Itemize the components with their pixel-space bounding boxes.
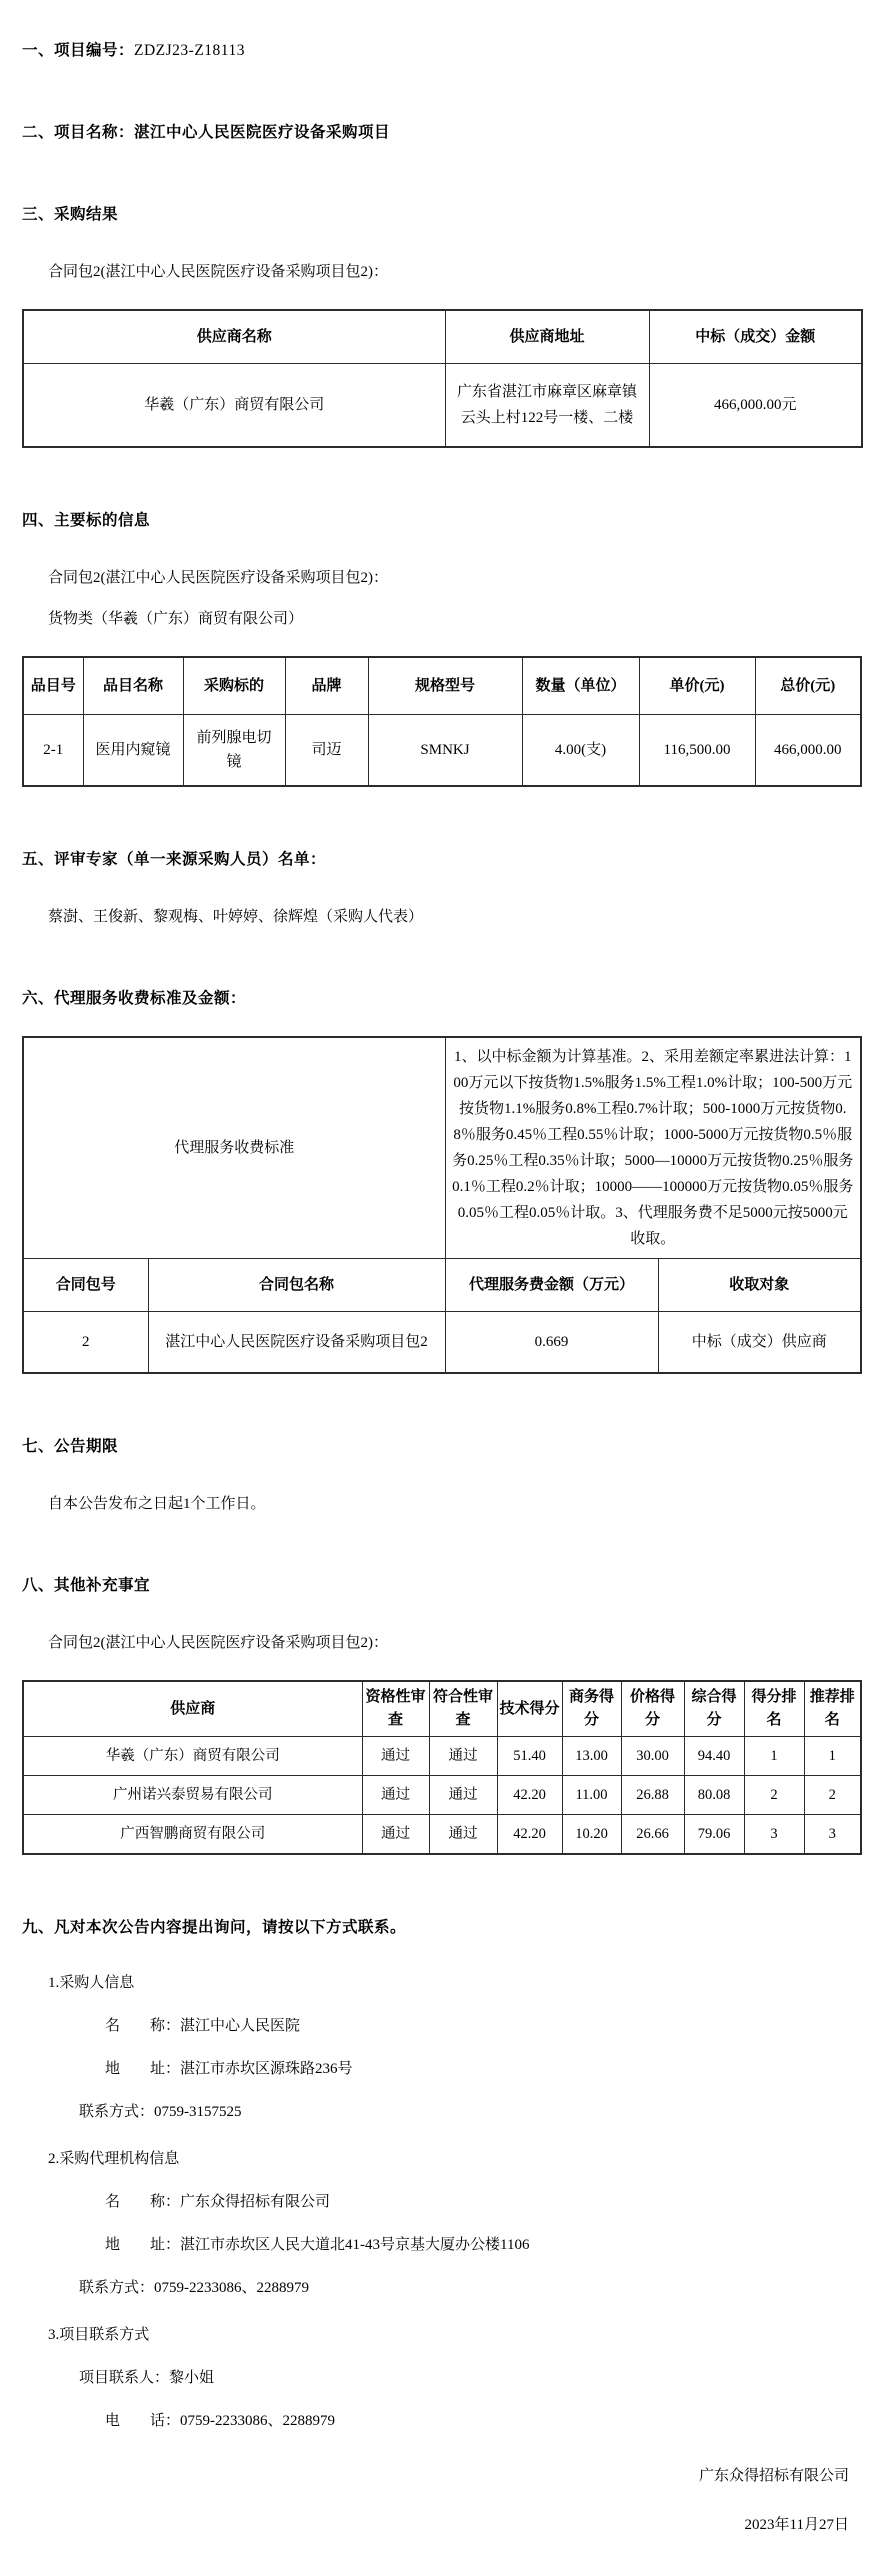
- cell-overall: 79.06: [684, 1815, 744, 1855]
- header-quantity: 数量（单位）: [522, 657, 639, 715]
- cell-fee-standard-label: 代理服务收费标准: [23, 1037, 445, 1259]
- header-charged-to: 收取对象: [658, 1259, 861, 1312]
- header-procurement-target: 采购标的: [183, 657, 285, 715]
- cell-score-rank: 3: [744, 1815, 804, 1855]
- cell-overall: 94.40: [684, 1737, 744, 1776]
- cell-price: 26.88: [621, 1776, 684, 1815]
- project-number-label: 一、项目编号：: [22, 42, 135, 59]
- header-package-no: 合同包号: [23, 1259, 148, 1312]
- table-row: [23, 715, 861, 787]
- cell-qualification: 通过: [362, 1776, 429, 1815]
- cell-model: SMNKJ: [368, 715, 522, 787]
- header-fee-amount: 代理服务费金额（万元）: [445, 1259, 658, 1312]
- cell-package-name: 湛江中心人民医院医疗设备采购项目包2: [148, 1312, 445, 1374]
- section-announcement-period-heading: 七、公告期限: [22, 1438, 119, 1455]
- cell-supplier: 广西智鹏商贸有限公司: [23, 1815, 362, 1855]
- cell-package-no: 2: [23, 1312, 148, 1374]
- cell-supplier: 广州诺兴泰贸易有限公司: [23, 1776, 362, 1815]
- cell-procurement-target: 前列腺电切镜: [183, 715, 285, 787]
- header-supplier: 供应商: [23, 1681, 362, 1737]
- experts-list: 蔡澍、王俊新、黎观梅、叶婷婷、徐辉煌（采购人代表）: [48, 909, 424, 925]
- header-score-rank: 得分排名: [744, 1681, 804, 1737]
- header-business-score: 商务得分: [562, 1681, 621, 1737]
- cell-score-rank: 1: [744, 1737, 804, 1776]
- cell-total-price: 466,000.00: [755, 715, 861, 787]
- project-phone-line: 电 话：0759-2233086、2288979: [105, 2413, 335, 2429]
- cell-business: 13.00: [562, 1737, 621, 1776]
- section-contact-heading: 九、凡对本次公告内容提出询问，请按以下方式联系。: [22, 1919, 407, 1936]
- section-project-name: [22, 120, 861, 142]
- buyer-info-title: 1.采购人信息: [48, 1975, 135, 1991]
- header-supplier-address: 供应商地址: [445, 310, 649, 364]
- header-conformity-review: 符合性审查: [429, 1681, 497, 1737]
- header-award-amount: 中标（成交）金额: [649, 310, 862, 364]
- header-recommend-rank: 推荐排名: [804, 1681, 861, 1737]
- header-package-name: 合同包名称: [148, 1259, 445, 1312]
- project-contact-title: 3.项目联系方式: [48, 2327, 150, 2343]
- header-price-score: 价格得分: [621, 1681, 684, 1737]
- cell-quantity: 4.00(支): [522, 715, 639, 787]
- result-package-subtitle: 合同包2(湛江中心人民医院医疗设备采购项目包2)：: [48, 264, 388, 280]
- buyer-address-line: 地 址：湛江市赤坎区源珠路236号: [105, 2061, 353, 2077]
- section-other-matters-heading: 八、其他补充事宜: [22, 1577, 151, 1594]
- cell-unit-price: 116,500.00: [639, 715, 755, 787]
- project-contact-person-line: 项目联系人：黎小姐: [79, 2370, 215, 2386]
- cell-score-rank: 2: [744, 1776, 804, 1815]
- agency-fee-table: [22, 1036, 862, 1374]
- document-footer: [22, 2464, 861, 2534]
- other-matters-package-subtitle: 合同包2(湛江中心人民医院医疗设备采购项目包2)：: [48, 1635, 388, 1651]
- header-item-name: 品目名称: [83, 657, 183, 715]
- cell-price: 26.66: [621, 1815, 684, 1855]
- cell-overall: 80.08: [684, 1776, 744, 1815]
- cell-item-name: 医用内窥镜: [83, 715, 183, 787]
- cell-qualification: 通过: [362, 1815, 429, 1855]
- table-row: [23, 1815, 861, 1855]
- project-name-value: 湛江中心人民医院医疗设备采购项目: [134, 124, 391, 141]
- buyer-info-group: [48, 1971, 861, 2121]
- cell-fee-amount: 0.669: [445, 1312, 658, 1374]
- cell-qualification: 通过: [362, 1737, 429, 1776]
- table-row: [23, 1776, 861, 1815]
- cell-business: 11.00: [562, 1776, 621, 1815]
- project-name-label: 二、项目名称：: [22, 124, 135, 141]
- header-brand: 品牌: [285, 657, 368, 715]
- cell-supplier-address: 广东省湛江市麻章区麻章镇云头上村122号一楼、二楼: [445, 364, 649, 448]
- cell-price: 30.00: [621, 1737, 684, 1776]
- table-header-row: [23, 310, 862, 364]
- section-project-number: [22, 38, 861, 60]
- announcement-period-text: 自本公告发布之日起1个工作日。: [48, 1496, 266, 1512]
- header-unit-price: 单价(元): [639, 657, 755, 715]
- subject-category-line: 货物类（华羲（广东）商贸有限公司）: [48, 611, 304, 627]
- header-qualification-review: 资格性审查: [362, 1681, 429, 1737]
- agency-address-line: 地 址：湛江市赤坎区人民大道北41-43号京基大厦办公楼1106: [105, 2237, 530, 2253]
- procurement-result-table: [22, 309, 863, 448]
- evaluation-score-table: [22, 1680, 862, 1855]
- cell-award-amount: 466,000.00元: [649, 364, 862, 448]
- table-header-row: [23, 657, 861, 715]
- footer-date: 2023年11月27日: [744, 2517, 849, 2533]
- cell-charged-to: 中标（成交）供应商: [658, 1312, 861, 1374]
- table-header-row: [23, 1681, 861, 1737]
- cell-conformity: 通过: [429, 1737, 497, 1776]
- project-number-value: ZDZJ23-Z18113: [134, 42, 245, 59]
- cell-recommend-rank: 2: [804, 1776, 861, 1815]
- cell-brand: 司迈: [285, 715, 368, 787]
- cell-conformity: 通过: [429, 1776, 497, 1815]
- agency-name-line: 名 称：广东众得招标有限公司: [105, 2194, 331, 2210]
- cell-supplier: 华羲（广东）商贸有限公司: [23, 1737, 362, 1776]
- cell-conformity: 通过: [429, 1815, 497, 1855]
- section-agency-fee-heading: 六、代理服务收费标准及金额：: [22, 990, 247, 1007]
- header-overall-score: 综合得分: [684, 1681, 744, 1737]
- table-row: [23, 364, 862, 448]
- section-experts-heading: 五、评审专家（单一来源采购人员）名单：: [22, 851, 327, 868]
- cell-technical: 42.20: [497, 1776, 562, 1815]
- agency-phone-line: 联系方式：0759-2233086、2288979: [79, 2280, 309, 2296]
- buyer-name-line: 名 称：湛江中心人民医院: [105, 2018, 301, 2034]
- agency-info-group: [48, 2147, 861, 2297]
- cell-supplier-name: 华羲（广东）商贸有限公司: [23, 364, 445, 448]
- footer-company-name: 广东众得招标有限公司: [698, 2468, 849, 2484]
- header-technical-score: 技术得分: [497, 1681, 562, 1737]
- cell-technical: 51.40: [497, 1737, 562, 1776]
- cell-recommend-rank: 1: [804, 1737, 861, 1776]
- cell-technical: 42.20: [497, 1815, 562, 1855]
- section-main-subject-heading: 四、主要标的信息: [22, 512, 151, 529]
- item-detail-table: [22, 656, 862, 787]
- cell-recommend-rank: 3: [804, 1815, 861, 1855]
- fee-standard-row: [23, 1037, 861, 1259]
- header-item-no: 品目号: [23, 657, 83, 715]
- header-total-price: 总价(元): [755, 657, 861, 715]
- section-procurement-result-heading: 三、采购结果: [22, 206, 119, 223]
- project-contact-group: [48, 2323, 861, 2430]
- header-model: 规格型号: [368, 657, 522, 715]
- agency-info-title: 2.采购代理机构信息: [48, 2151, 180, 2167]
- cell-item-no: 2-1: [23, 715, 83, 787]
- table-row: [23, 1737, 861, 1776]
- cell-fee-standard-text: 1、以中标金额为计算基准。2、采用差额定率累进法计算：100万元以下按货物1.5%服务1.5%工程1.0%计取；100-500万元按货物1.1%服务0.8%工程0.7%计取；500-1000万元按货物0.8％服务0.45％工程0.55％计取；1000-5000万元按货物0.5％服务0.25％工程0.35％计取；5000—10000万元按货物0.25％服务0.1％工程0.2％计取；10000——100000万元按货物0.05％服务0.05％工程0.05％计取。3、代理服务费不足5000元按5000元收取。: [445, 1037, 861, 1259]
- cell-business: 10.20: [562, 1815, 621, 1855]
- table-row: [23, 1312, 861, 1374]
- table-header-row: [23, 1259, 861, 1312]
- subject-package-subtitle: 合同包2(湛江中心人民医院医疗设备采购项目包2)：: [48, 570, 388, 586]
- buyer-phone-line: 联系方式：0759-3157525: [79, 2104, 242, 2120]
- header-supplier-name: 供应商名称: [23, 310, 445, 364]
